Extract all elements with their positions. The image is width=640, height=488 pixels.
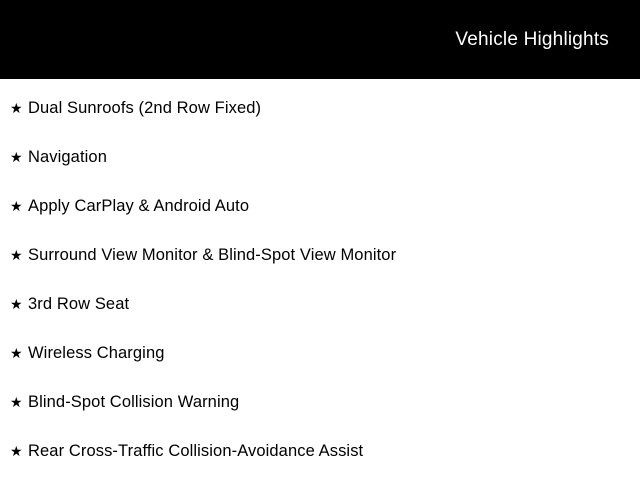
star-icon: ★	[10, 100, 23, 116]
page-header	[0, 0, 640, 79]
list-item	[0, 390, 640, 439]
page-title: Vehicle Highlights	[455, 28, 609, 50]
highlight-label: Navigation	[28, 148, 107, 166]
highlight-label: Wireless Charging	[28, 344, 165, 362]
highlight-label: Surround View Monitor & Blind-Spot View Monitor	[28, 246, 397, 264]
star-icon: ★	[10, 345, 23, 361]
list-item	[0, 194, 640, 243]
vehicle-highlights-list	[0, 79, 640, 488]
list-item	[0, 292, 640, 341]
star-icon: ★	[10, 443, 23, 459]
star-icon: ★	[10, 247, 23, 263]
star-icon: ★	[10, 296, 23, 312]
star-icon: ★	[10, 394, 23, 410]
highlight-label: Dual Sunroofs (2nd Row Fixed)	[28, 99, 262, 117]
highlight-label: 3rd Row Seat	[28, 295, 130, 313]
star-icon: ★	[10, 198, 23, 214]
list-item	[0, 243, 640, 292]
list-item	[0, 96, 640, 145]
list-item	[0, 439, 640, 488]
list-item	[0, 341, 640, 390]
star-icon: ★	[10, 149, 23, 165]
list-item	[0, 145, 640, 194]
highlight-label: Blind-Spot Collision Warning	[28, 393, 240, 411]
highlight-label: Rear Cross-Traffic Collision-Avoidance Assist	[28, 442, 364, 460]
highlight-label: Apply CarPlay & Android Auto	[28, 197, 250, 215]
